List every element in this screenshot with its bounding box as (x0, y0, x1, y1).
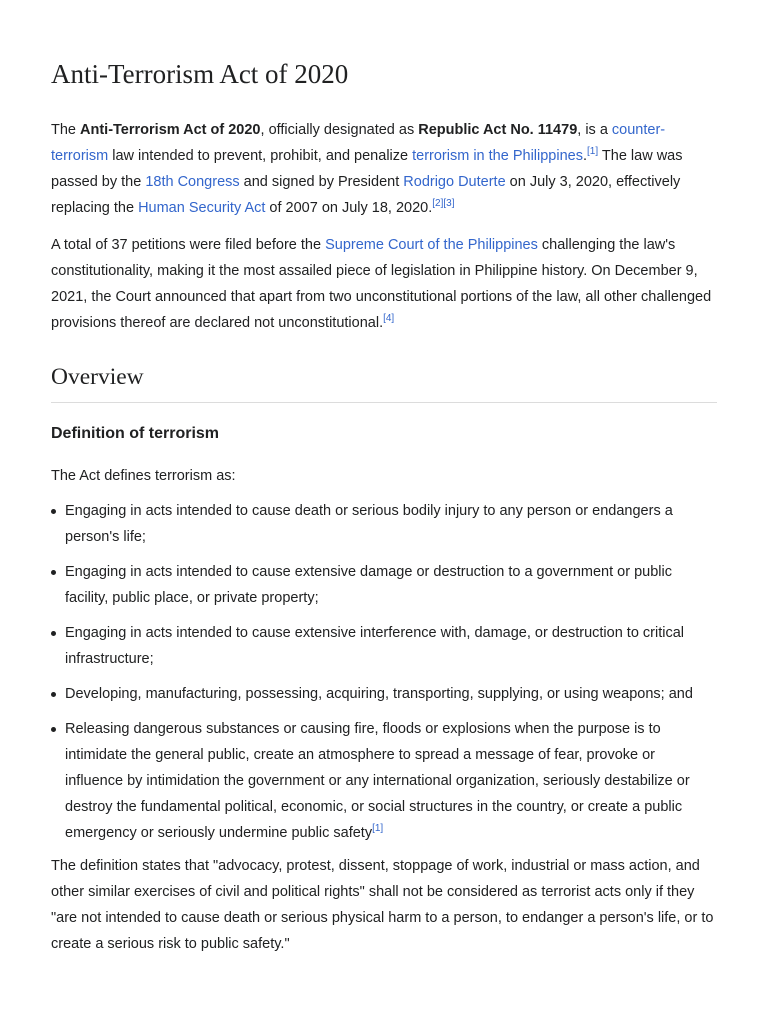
intro-text: and signed by President (239, 174, 404, 190)
list-item (51, 620, 717, 672)
intro-bold-name: Anti-Terrorism Act of 2020 (80, 122, 261, 138)
list-item-text: Engaging in acts intended to cause extensive interference with, damage, or destruction to critical infrastructure; (65, 625, 685, 667)
list-item (51, 498, 717, 550)
petitions-text: A total of 37 petitions were filed before the (51, 237, 326, 253)
bullet-icon (51, 727, 56, 732)
link-rodrigo-duterte[interactable]: Rodrigo Duterte (403, 174, 506, 190)
link-supreme-court[interactable]: Supreme Court of the Philippines (325, 237, 538, 253)
intro-text: The law was passed by the (51, 148, 683, 190)
bullet-icon (51, 509, 56, 514)
petitions-paragraph (51, 232, 717, 336)
bullet-icon (51, 631, 56, 636)
petitions-text: challenging the law's constitutionality, making it the most assailed piece of legislation in Philippine history. On December 9, 2021, the Court announced that apart from two unconstitutional portions of the law, all other challenged provisions thereof are declared not unconstitutional. (51, 237, 712, 331)
definition-intro: The Act defines terrorism as: (51, 468, 236, 484)
link-terrorism-in-the-philippines[interactable]: terrorism in the Philippines (412, 148, 583, 164)
citation-1[interactable]: [1] (587, 146, 599, 158)
intro-text: on July 3, 2020, effectively replacing the (51, 174, 681, 216)
section-heading-overview: Overview (51, 362, 717, 403)
bullet-icon (51, 570, 56, 575)
list-item (51, 716, 717, 846)
link-18th-congress[interactable]: 18th Congress (145, 174, 240, 190)
list-item-text: Releasing dangerous substances or causing fire, floods or explosions when the purpose is to intimidate the general public, create an atmosphere to spread a message of fear, provoke or influence by intimidation the government or any international organization, seriously destabilize or destroy the fundamental political, economic, or social structures in the country, or create a public emergency or seriously undermine public safety (65, 721, 690, 841)
list-item-text: Engaging in acts intended to cause extensive damage or destruction to a government or public facility, public place, or private property; (65, 564, 672, 606)
intro-text: , is a (577, 122, 612, 138)
intro-bold-ra: Republic Act No. 11479 (418, 122, 578, 138)
list-item-text: Engaging in acts intended to cause death or serious bodily injury to any person or endangers a person's life; (65, 503, 673, 545)
bullet-icon (51, 692, 56, 697)
list-item (51, 559, 717, 611)
link-human-security-act[interactable]: Human Security Act (138, 200, 266, 216)
citation-4[interactable]: [4] (383, 313, 395, 325)
intro-text: , officially designated as (260, 122, 419, 138)
intro-text: law intended to prevent, prohibit, and penalize (108, 148, 413, 164)
definition-list (51, 498, 717, 846)
page-title: Anti-Terrorism Act of 2020 (51, 59, 349, 89)
intro-paragraph (51, 117, 717, 221)
definition-closing-paragraph: The definition states that "advocacy, protest, dissent, stoppage of work, industrial or mass action, and other similar exercises of civil and political rights" shall not be considered as terrorist acts only if they "are not intended to cause death or serious physical harm to a person, to endanger a person's life, or to create a serious risk to public safety." (51, 858, 714, 952)
link-counter-terrorism[interactable]: counter-terrorism (51, 122, 666, 164)
list-item (51, 681, 717, 707)
citation-3[interactable]: [3] (443, 198, 455, 210)
intro-text: of 2007 on July 18, 2020. (265, 200, 433, 216)
intro-text: The (51, 122, 81, 138)
subsection-heading-definition: Definition of terrorism (51, 425, 220, 442)
citation-1[interactable]: [1] (372, 823, 384, 835)
list-item-text: Developing, manufacturing, possessing, acquiring, transporting, supplying, or using weapons; and (65, 686, 693, 702)
citation-2[interactable]: [2] (432, 198, 444, 210)
intro-text: . (582, 148, 587, 164)
